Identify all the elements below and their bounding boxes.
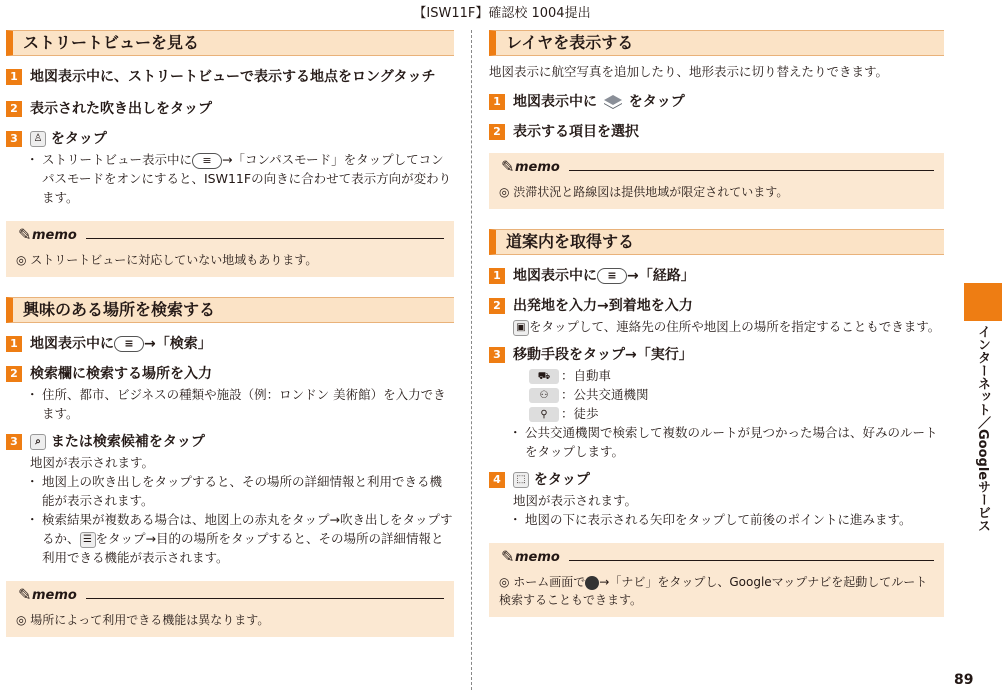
memo-text	[499, 569, 934, 609]
memo-header	[499, 549, 934, 569]
chapter-title: インターネット／Googleサービス	[975, 325, 990, 533]
memo-text: ◎ 場所によって利用できる機能は異なります。	[16, 613, 270, 627]
document-header: 【ISW11F】確認校 1004提出	[413, 6, 591, 21]
step-text: →「検索」	[144, 336, 212, 352]
pencil-icon: ✎	[18, 585, 32, 604]
memo-rule	[86, 598, 444, 599]
page-number: 89	[954, 672, 974, 688]
left-column	[6, 30, 454, 637]
step-1	[6, 333, 454, 355]
right-column	[489, 30, 944, 617]
memo-box	[6, 221, 454, 277]
step-2	[6, 363, 454, 385]
mode-transit	[489, 385, 944, 404]
step-number: 2	[6, 366, 22, 382]
description-text: をタップして、連絡先の住所や地図上の場所を指定することもできます。	[529, 319, 941, 334]
step-text: をタップ	[628, 94, 685, 110]
step-description: 地図が表示されます。	[30, 455, 155, 470]
step-note: ・ 地図上の吹き出しをタップすると、その場所の詳細情報と利用できる機能が表示されます。	[6, 472, 454, 510]
section-title-search: 興味のある場所を検索する	[6, 297, 454, 323]
step-note: ・ 公共交通機関で検索して複数のルートが見つかった場合は、好みのルートをタップします。	[489, 423, 944, 461]
mode-walk	[489, 404, 944, 423]
step-number: 2	[489, 124, 505, 140]
pencil-icon: ✎	[501, 547, 515, 566]
step-3	[6, 128, 454, 150]
step-description	[489, 317, 944, 336]
step-text: 地図表示中に	[513, 268, 597, 284]
memo-box	[489, 153, 944, 209]
step-1	[489, 265, 944, 287]
step-note	[6, 150, 454, 207]
step-2	[489, 121, 944, 143]
step-3	[6, 431, 454, 453]
pencil-icon: ✎	[501, 157, 515, 176]
chapter-tab	[964, 283, 1002, 321]
memo-label: memo	[515, 550, 560, 565]
apps-icon	[585, 576, 599, 590]
layers-icon	[602, 91, 624, 113]
step-1	[6, 66, 454, 88]
step-note: ・ 地図の下に表示される矢印をタップして前後のポイントに進みます。	[489, 510, 944, 529]
memo-text-part: ◎ ホーム画面で	[499, 575, 586, 589]
column-divider	[471, 30, 472, 690]
pencil-icon: ✎	[18, 225, 32, 244]
menu-key-icon: ≡	[192, 153, 222, 169]
step-number: 3	[489, 347, 505, 363]
memo-header	[16, 587, 444, 607]
step-number: 3	[6, 131, 22, 147]
memo-label: memo	[515, 160, 560, 175]
transit-icon: ⚇	[529, 388, 559, 403]
step-4	[489, 469, 944, 491]
section-title-directions: 道案内を取得する	[489, 229, 944, 255]
step-note	[6, 510, 454, 567]
step-number: 1	[489, 268, 505, 284]
step-text: をタップ	[50, 131, 107, 147]
note-text: をタップ→目的の場所をタップすると、その場所の詳細情報と利用できる機能が表示されます。	[42, 531, 444, 565]
memo-text: ◎ ストリートビューに対応していない地域もあります。	[16, 253, 318, 267]
section-title-street-view: ストリートビューを見る	[6, 30, 454, 56]
memo-header	[16, 227, 444, 247]
step-3	[489, 344, 944, 366]
step-text: 地図表示中に	[30, 336, 114, 352]
memo-rule	[569, 560, 934, 561]
memo-rule	[86, 238, 444, 239]
step-number: 1	[6, 69, 22, 85]
step-text: 地図表示中に、ストリートビューで表示する地点をロングタッチ	[30, 69, 436, 85]
mode-label: ：徒歩	[561, 406, 599, 421]
step-number: 3	[6, 434, 22, 450]
step-text: 移動手段をタップ→「実行」	[513, 347, 693, 363]
memo-box	[6, 581, 454, 637]
mode-label: ：自動車	[561, 368, 612, 383]
menu-key-icon: ≡	[597, 268, 627, 284]
step-text: または検索候補をタップ	[50, 434, 205, 450]
memo-label: memo	[32, 228, 77, 243]
memo-label: memo	[32, 588, 77, 603]
car-icon: ⛟	[529, 369, 559, 384]
memo-rule	[569, 170, 934, 171]
walk-icon: ⚲	[529, 407, 559, 422]
step-text: 地図表示中に	[513, 94, 597, 110]
step-text: 表示された吹き出しをタップ	[30, 101, 212, 117]
step-number: 2	[6, 101, 22, 117]
step-text: をタップ	[533, 472, 590, 488]
step-text: 検索欄に検索する場所を入力	[30, 366, 212, 382]
memo-header	[499, 159, 934, 179]
section-intro: 地図表示に航空写真を追加したり、地形表示に切り替えたりできます。	[489, 64, 889, 79]
step-2	[6, 98, 454, 120]
search-icon: ⌕	[30, 434, 46, 450]
list-icon: ☰	[80, 532, 96, 548]
street-view-icon: ♙	[30, 131, 46, 147]
memo-text: ◎ 渋滞状況と路線図は提供地域が限定されています。	[499, 185, 789, 199]
step-1	[489, 91, 944, 113]
step-text: 出発地を入力→到着地を入力	[513, 298, 693, 314]
note-text: →「コンパスモード」をタップしてコンパスモードをオンにすると、ISW11Fの向きに合わせて表示方向が変わります。	[42, 152, 452, 205]
step-note: ・ 住所、都市、ビジネスの種類や施設（例：ロンドン 美術館）を入力できます。	[6, 385, 454, 423]
memo-text-part: →「ナビ」をタップし、Googleマップナビを起動してルート検索することもできます。	[499, 575, 928, 607]
step-text: →「経路」	[627, 268, 695, 284]
step-number: 2	[489, 298, 505, 314]
note-text: ストリートビュー表示中に	[42, 152, 193, 167]
step-2	[489, 295, 944, 317]
step-description: 地図が表示されます。	[513, 493, 638, 508]
mode-label: ：公共交通機関	[561, 387, 649, 402]
step-number: 1	[6, 336, 22, 352]
note-text: 検索結果が複数ある場合は、地図上の赤丸をタップ→吹き出しをタップするか、	[42, 512, 453, 546]
contact-icon: ▣	[513, 320, 529, 336]
section-title-layers: レイヤを表示する	[489, 30, 944, 56]
step-number: 1	[489, 94, 505, 110]
step-text: 表示する項目を選択	[513, 124, 639, 140]
menu-key-icon: ≡	[114, 336, 144, 352]
mode-car	[489, 366, 944, 385]
route-icon: ⬚	[513, 472, 529, 488]
step-number: 4	[489, 472, 505, 488]
memo-box	[489, 543, 944, 617]
